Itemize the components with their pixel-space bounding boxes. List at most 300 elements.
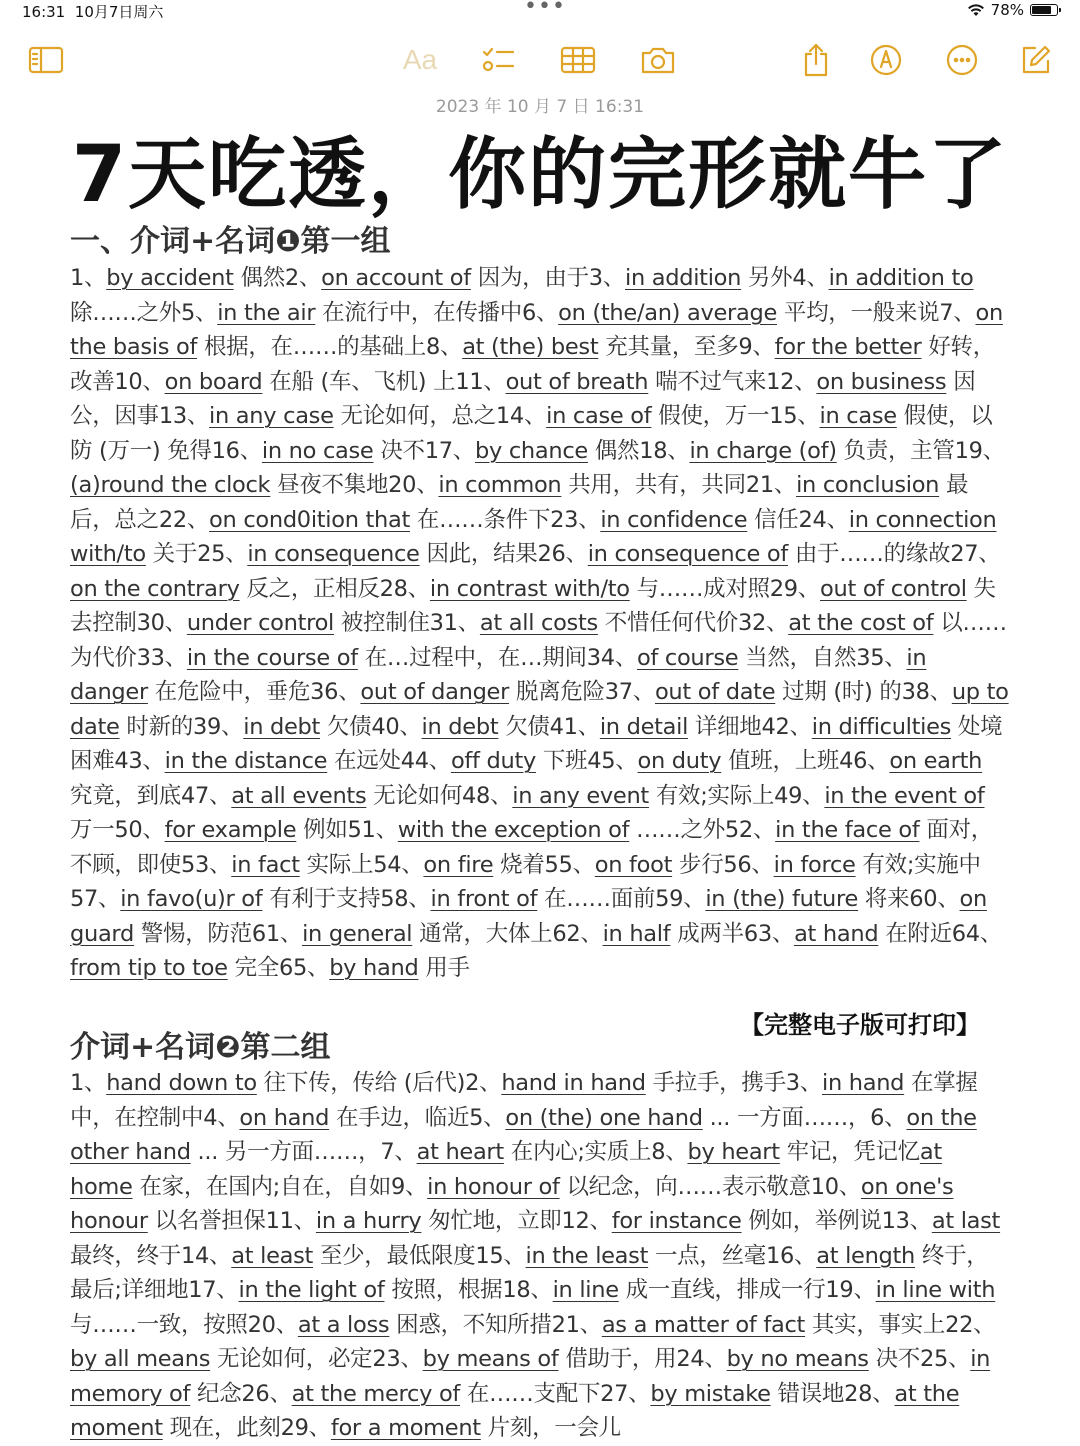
entry-number: 34、 xyxy=(586,644,637,671)
entry-meaning: 因公，因事 xyxy=(70,368,976,429)
phrase-entry xyxy=(587,748,839,774)
entry-phrase: in charge (of) xyxy=(689,437,837,464)
entry-number: 53、 xyxy=(181,851,232,878)
entry-meaning: 例如 xyxy=(303,817,348,843)
entry-number: 21、 xyxy=(551,1311,602,1338)
entry-phrase: at the moment xyxy=(70,1380,960,1441)
entry-number: 54、 xyxy=(373,851,424,878)
entry-phrase: hand in hand xyxy=(501,1070,646,1096)
entry-number: 60、 xyxy=(909,886,960,912)
entry-number: 7、 xyxy=(939,299,976,326)
entry-meaning: 值班，上班 xyxy=(728,748,840,774)
entry-phrase: on board xyxy=(164,368,263,395)
battery-fill xyxy=(1032,6,1051,14)
checklist-icon[interactable] xyxy=(478,40,518,80)
entry-meaning: 决不 xyxy=(875,1346,920,1372)
entry-number: 16、 xyxy=(766,1242,817,1269)
phrase-entry xyxy=(676,1346,920,1372)
entry-meaning: 万一 xyxy=(70,817,115,843)
entry-meaning: 平均，一般来说 xyxy=(783,299,940,326)
entry-meaning: 在…过程中，在…期间 xyxy=(364,644,587,671)
entry-phrase: in addition to xyxy=(828,265,974,291)
entry-phrase: in the light of xyxy=(238,1277,385,1303)
entry-phrase: by means of xyxy=(422,1346,559,1372)
entry-meaning: 与……一致，按照 xyxy=(70,1311,248,1338)
entry-phrase: in front of xyxy=(430,886,538,912)
entry-phrase: out of date xyxy=(654,679,776,705)
entry-phrase: on hand xyxy=(239,1104,330,1131)
entry-phrase: in fact xyxy=(231,851,300,878)
entry-number: 38、 xyxy=(901,679,952,705)
entry-phrase: at least xyxy=(231,1242,314,1269)
entry-meaning: ... 一方面……， xyxy=(709,1104,871,1131)
entry-meaning: 错误地 xyxy=(777,1380,845,1407)
entry-number: 52、 xyxy=(724,817,776,843)
entry-phrase: for a moment xyxy=(330,1415,481,1441)
entry-number: 61、 xyxy=(251,920,303,947)
entry-meaning: 当然，自然 xyxy=(745,644,857,671)
phrase-entry xyxy=(605,679,902,705)
entry-number: 35、 xyxy=(856,644,907,671)
entry-phrase: by chance xyxy=(474,437,588,464)
entry-meaning: 因此，结果 xyxy=(426,541,538,567)
entry-meaning: 成两半 xyxy=(677,920,744,947)
entry-number: 39、 xyxy=(193,713,244,740)
phrase-entry xyxy=(502,1277,825,1303)
entry-number: 57、 xyxy=(70,886,121,912)
entry-meaning: 好转，改善 xyxy=(70,334,995,395)
entry-meaning: 由于……的缘故 xyxy=(794,541,951,567)
entry-number: 65、 xyxy=(278,955,330,981)
phrase-entry xyxy=(380,576,770,602)
phrase-entry xyxy=(159,507,550,533)
entry-phrase: on earth xyxy=(889,748,983,774)
entry-meaning: 以名誉担保 xyxy=(154,1208,266,1234)
entry-phrase: as a matter of fact xyxy=(601,1311,806,1338)
entry-phrase: on the basis of xyxy=(70,299,1003,360)
entry-phrase: under control xyxy=(186,610,334,636)
entry-number: 29、 xyxy=(769,575,821,602)
promo-note: 【完整电子版可打印】 xyxy=(740,1011,980,1039)
phrase-entry xyxy=(310,679,605,705)
entry-number: 48、 xyxy=(462,782,513,809)
entry-number: 5、 xyxy=(181,299,218,326)
entry-phrase: at length xyxy=(816,1242,916,1269)
entry-meaning: 在家，在国内;自在，自如 xyxy=(139,1173,391,1200)
entry-phrase: in general xyxy=(302,920,413,947)
entry-phrase: in consequence of xyxy=(587,541,788,567)
entry-number: 58、 xyxy=(380,886,431,912)
entry-phrase: in any case xyxy=(209,403,334,429)
phrase-entry xyxy=(552,1312,946,1338)
entry-meaning: 困惑，不知所措 xyxy=(396,1311,552,1338)
entry-meaning: 烧着 xyxy=(500,851,545,878)
entry-phrase: in the least xyxy=(525,1242,649,1269)
table-icon[interactable] xyxy=(558,40,598,80)
entry-phrase: on foot xyxy=(594,851,673,878)
entry-number: 27、 xyxy=(600,1380,651,1407)
entry-phrase: by no means xyxy=(726,1346,869,1372)
entry-meaning: 假使，以防 (万一) 免得 xyxy=(70,403,993,464)
entry-number: 5、 xyxy=(469,1104,506,1131)
entry-number: 49、 xyxy=(774,782,825,809)
entry-number: 32、 xyxy=(737,610,789,636)
entry-meaning: 将来 xyxy=(864,886,910,912)
entry-meaning: 警惕，防范 xyxy=(140,920,252,947)
entry-number: 1、 xyxy=(70,1070,107,1096)
entry-meaning: 完全 xyxy=(234,955,279,981)
entry-meaning: 偶然 xyxy=(594,437,640,464)
entry-meaning: 另外 xyxy=(747,265,793,291)
entry-number: 7、 xyxy=(380,1139,417,1165)
entry-number: 28、 xyxy=(844,1380,895,1407)
entry-phrase: in the distance xyxy=(164,748,328,774)
entry-meaning: 面对，不顾，即使 xyxy=(70,817,993,878)
entry-number: 26、 xyxy=(537,541,588,567)
entry-phrase: on one's honour xyxy=(70,1173,954,1234)
phrase-entry xyxy=(455,369,766,395)
phrase-entry xyxy=(70,886,380,912)
battery-percent: 78% xyxy=(990,1,1024,19)
entry-phrase: on the other hand xyxy=(70,1104,977,1165)
entry-phrase: out of danger xyxy=(360,679,510,705)
entry-meaning: 在流行中，在传播中 xyxy=(322,299,522,326)
entry-number: 62、 xyxy=(552,920,603,947)
entry-number: 16、 xyxy=(211,437,262,464)
entry-phrase: on cond0ition that xyxy=(209,506,411,533)
entry-phrase: in force xyxy=(773,851,856,878)
entry-meaning: 一点，丝毫 xyxy=(654,1242,766,1269)
phrase-entry xyxy=(655,886,909,912)
entry-meaning: 借助于，用 xyxy=(565,1346,677,1372)
entry-phrase: up to date xyxy=(70,679,1009,740)
entry-phrase: in danger xyxy=(70,644,927,705)
entry-number: 17、 xyxy=(424,437,475,464)
entry-meaning: 失去控制 xyxy=(70,575,996,636)
wifi-icon xyxy=(967,4,985,17)
markup-icon[interactable] xyxy=(866,40,906,80)
entry-phrase: in the face of xyxy=(775,817,920,843)
entry-phrase: on the contrary xyxy=(70,575,240,602)
compose-icon[interactable] xyxy=(1016,40,1056,80)
phrase-entry xyxy=(561,1208,881,1234)
entry-number: 2、 xyxy=(284,265,322,291)
entry-number: 56、 xyxy=(723,851,774,878)
entry-phrase: in favo(u)r of xyxy=(120,886,263,912)
entry-number: 25、 xyxy=(920,1346,971,1372)
phrase-entry xyxy=(651,1139,920,1165)
entry-meaning: 通常，大体上 xyxy=(419,920,553,947)
entry-number: 44、 xyxy=(400,748,451,774)
entry-phrase: in line with xyxy=(875,1277,996,1303)
phrase-entry xyxy=(181,1243,475,1269)
entry-number: 18、 xyxy=(502,1277,553,1303)
entry-number: 10、 xyxy=(810,1173,861,1200)
entry-meaning: 昼夜不集地 xyxy=(277,472,389,498)
phrase-entry xyxy=(552,921,744,947)
format-text-button[interactable]: Aa xyxy=(402,44,438,75)
phrase-entry xyxy=(114,817,347,843)
phrase-entry xyxy=(401,748,588,774)
phrase-entry xyxy=(212,438,425,464)
entry-number: 55、 xyxy=(544,851,595,878)
entry-number: 21、 xyxy=(745,472,797,498)
entry-phrase: from tip to toe xyxy=(70,955,228,981)
phrase-entry xyxy=(600,1381,844,1407)
entry-phrase: in debt xyxy=(421,713,499,740)
entry-phrase: for the better xyxy=(774,334,922,360)
entry-meaning: 除……之外 xyxy=(70,299,182,326)
entry-number: 12、 xyxy=(766,368,817,395)
entry-number: 6、 xyxy=(870,1104,907,1131)
phrase-entry xyxy=(550,507,798,533)
battery-icon xyxy=(1030,4,1058,16)
entry-meaning: 处境困难 xyxy=(70,713,1003,774)
entry-phrase: with the exception of xyxy=(397,817,630,843)
phrase-entry xyxy=(70,1070,465,1096)
phrase-entry xyxy=(197,541,537,567)
phrase-entry xyxy=(181,852,373,878)
entry-phrase: in the event of xyxy=(824,782,985,809)
phrase-entry xyxy=(388,472,746,498)
entry-phrase: in honour of xyxy=(427,1173,560,1200)
entry-number: 26、 xyxy=(241,1380,292,1407)
entry-phrase: in connection with/to xyxy=(70,506,997,567)
entry-meaning: 其实，事实上 xyxy=(811,1311,946,1338)
entry-meaning: 决不 xyxy=(380,437,425,464)
entry-phrase: of course xyxy=(636,644,739,671)
entry-phrase: by mistake xyxy=(650,1380,771,1407)
entry-meaning: 信任 xyxy=(754,506,799,533)
entry-meaning: 下班 xyxy=(542,748,588,774)
entry-meaning: 时新的 xyxy=(126,713,194,740)
phrase-entry xyxy=(462,783,774,809)
entry-phrase: on account of xyxy=(321,265,471,291)
entry-phrase: at heart xyxy=(416,1139,504,1165)
entry-number: 8、 xyxy=(425,334,463,360)
sidebar-toggle-icon[interactable] xyxy=(26,40,66,80)
entry-number: 6、 xyxy=(521,299,559,326)
entry-meaning: 用手 xyxy=(425,955,470,981)
entry-number: 18、 xyxy=(639,437,690,464)
entry-number: 10、 xyxy=(114,368,165,395)
entry-number: 28、 xyxy=(379,575,430,602)
entry-phrase: at the mercy of xyxy=(291,1380,461,1407)
entry-number: 30、 xyxy=(136,610,187,636)
entry-phrase: on (the) one hand xyxy=(505,1104,703,1131)
entry-phrase: on (the/an) average xyxy=(558,299,778,326)
entry-meaning: 欠债 xyxy=(326,713,372,740)
entry-meaning: 关于 xyxy=(152,541,198,567)
phrase-entry xyxy=(475,1243,766,1269)
entry-number: 29、 xyxy=(280,1415,331,1441)
status-right xyxy=(967,1,1058,19)
entry-meaning: 究竟，到底 xyxy=(70,782,182,809)
entry-number: 12、 xyxy=(561,1208,612,1234)
entry-meaning: 在附近 xyxy=(885,920,952,947)
entry-meaning: 手拉手，携手 xyxy=(652,1070,786,1096)
entry-phrase: at home xyxy=(70,1139,942,1200)
status-bar xyxy=(0,0,1080,22)
entry-number: 63、 xyxy=(743,920,795,947)
entry-number: 36、 xyxy=(310,679,361,705)
entry-meaning: 负责，主管 xyxy=(843,437,955,464)
entry-number: 42、 xyxy=(761,713,812,740)
phrase-entry xyxy=(181,783,462,809)
entry-phrase: at a loss xyxy=(297,1311,390,1338)
phrase-entry xyxy=(496,403,769,429)
entry-phrase: by hand xyxy=(329,955,419,981)
entry-number: 37、 xyxy=(604,679,655,705)
entry-phrase: in memory of xyxy=(70,1346,991,1407)
multitasking-dots[interactable]: ••• xyxy=(524,0,566,19)
entry-number: 8、 xyxy=(651,1139,688,1165)
entry-meaning: ……之外 xyxy=(636,817,725,843)
phrase-entry xyxy=(266,1208,562,1234)
entry-phrase: in conclusion xyxy=(796,472,940,498)
entry-phrase: in line xyxy=(552,1277,619,1303)
phrase-entry xyxy=(193,714,371,740)
entry-phrase: in confidence xyxy=(600,506,748,533)
entry-phrase: in consequence xyxy=(247,541,420,567)
entry-number: 24、 xyxy=(798,506,849,533)
phrase-entry xyxy=(373,852,544,878)
entry-number: 22、 xyxy=(945,1311,996,1338)
entry-meaning: 根据，在……的基础上 xyxy=(203,334,426,360)
entry-number: 1、 xyxy=(70,265,107,291)
entry-meaning: 在危险中，垂危 xyxy=(154,679,311,705)
phrase-entry xyxy=(279,955,470,981)
entry-meaning: 因为，由于 xyxy=(477,265,589,291)
entry-phrase: by heart xyxy=(687,1139,780,1165)
entry-number: 19、 xyxy=(825,1277,876,1303)
entry-number: 4、 xyxy=(792,265,829,291)
phrase-entry xyxy=(589,265,793,291)
entry-number: 33、 xyxy=(136,644,187,671)
entry-meaning: 不惜任何代价 xyxy=(604,610,738,636)
entry-phrase: in any event xyxy=(512,782,649,809)
phrase-entry xyxy=(70,265,285,291)
entry-meaning: 欠债 xyxy=(505,713,550,740)
section2-body xyxy=(70,1066,1010,1446)
entry-meaning: 与……成对照 xyxy=(636,575,770,602)
phrase-entry xyxy=(371,714,549,740)
entry-number: 19、 xyxy=(954,437,1005,464)
entry-phrase: off duty xyxy=(450,748,536,774)
entry-number: 17、 xyxy=(188,1277,239,1303)
phrase-entry xyxy=(522,300,939,326)
entry-phrase: on guard xyxy=(70,886,987,947)
entry-meaning: ... 另一方面……， xyxy=(197,1139,381,1165)
phrase-entry xyxy=(744,921,952,947)
entry-number: 9、 xyxy=(390,1173,428,1200)
entry-phrase: in debt xyxy=(243,713,321,740)
entry-meaning: 在……条件下 xyxy=(416,506,551,533)
entry-meaning: 脱离危险 xyxy=(515,679,605,705)
entry-phrase: for instance xyxy=(611,1208,742,1234)
entry-number: 3、 xyxy=(785,1070,822,1096)
entry-phrase: in common xyxy=(438,472,562,498)
entry-number: 11、 xyxy=(455,368,506,395)
phrase-entry xyxy=(425,438,639,464)
entry-meaning: 假使，万一 xyxy=(658,403,770,429)
entry-meaning: 过期 (时) 的 xyxy=(782,679,902,705)
entry-meaning: 被控制住 xyxy=(340,610,430,636)
phrase-entry xyxy=(188,1277,502,1303)
entry-phrase: in the course of xyxy=(186,644,358,671)
entry-meaning: 充其量，至多 xyxy=(605,334,739,360)
phrase-entry xyxy=(469,1105,870,1131)
more-options-icon[interactable] xyxy=(942,40,982,80)
entry-meaning: 最后，总之 xyxy=(70,472,969,533)
entry-number: 13、 xyxy=(158,403,210,429)
entry-phrase: in no case xyxy=(261,437,374,464)
section2-heading: 介词+名词❷第二组 xyxy=(70,1030,331,1065)
phrase-entry xyxy=(465,1070,786,1096)
notes-toolbar xyxy=(0,36,1080,86)
entry-meaning: 现在，此刻 xyxy=(169,1415,281,1441)
entry-number: 64、 xyxy=(951,920,1003,947)
entry-number: 3、 xyxy=(588,265,625,291)
share-icon[interactable] xyxy=(796,40,836,80)
phrase-entry xyxy=(281,1415,621,1441)
entry-number: 59、 xyxy=(655,886,706,912)
camera-icon[interactable] xyxy=(638,40,678,80)
entry-number: 43、 xyxy=(114,748,165,774)
entry-phrase: in detail xyxy=(599,713,689,740)
entry-meaning: 在远处 xyxy=(334,748,401,774)
entry-meaning: 纪念 xyxy=(197,1380,242,1407)
entry-meaning: 有利于支持 xyxy=(269,886,381,912)
phrase-entry xyxy=(426,334,738,360)
entry-number: 11、 xyxy=(265,1208,316,1234)
entry-phrase: in case of xyxy=(546,403,652,429)
entry-number: 41、 xyxy=(549,713,600,740)
entry-phrase: in hand xyxy=(822,1070,905,1096)
entry-meaning: 步行 xyxy=(679,851,724,878)
phrase-entry xyxy=(639,438,954,464)
phrase-entry xyxy=(241,1381,600,1407)
entry-meaning: 实际上 xyxy=(306,851,374,878)
entry-meaning: 无论如何，总之 xyxy=(340,403,496,429)
entry-meaning: 偶然 xyxy=(240,265,285,291)
section1-heading: 一、介词+名词❶第一组 xyxy=(70,224,391,259)
entry-meaning: 终于，最后;详细地 xyxy=(70,1242,989,1303)
entry-phrase: at last xyxy=(931,1208,1001,1234)
entry-meaning: 无论如何 xyxy=(373,782,463,809)
phrase-entry xyxy=(372,1346,676,1372)
entry-phrase: (a)round the clock xyxy=(70,472,271,498)
entry-meaning: 在掌握中，在控制中 xyxy=(70,1070,978,1131)
entry-number: 15、 xyxy=(769,403,820,429)
entry-phrase: in (the) future xyxy=(705,886,859,912)
entry-phrase: on business xyxy=(816,368,947,395)
phrase-entry xyxy=(252,921,552,947)
entry-number: 23、 xyxy=(550,506,601,533)
entry-phrase: hand down to xyxy=(106,1070,257,1096)
entry-meaning: 共用，共有，共同 xyxy=(568,472,746,498)
phrase-entry xyxy=(159,403,496,429)
entry-number: 13、 xyxy=(881,1208,932,1234)
phrase-entry xyxy=(380,1139,651,1165)
entry-number: 51、 xyxy=(347,817,398,843)
phrase-entry xyxy=(114,748,400,774)
entry-phrase: out of breath xyxy=(505,368,649,395)
entry-meaning: 有效;实施中 xyxy=(862,851,981,878)
phrase-entry xyxy=(380,886,655,912)
phrase-entry xyxy=(537,541,950,567)
phrase-entry xyxy=(181,300,522,326)
